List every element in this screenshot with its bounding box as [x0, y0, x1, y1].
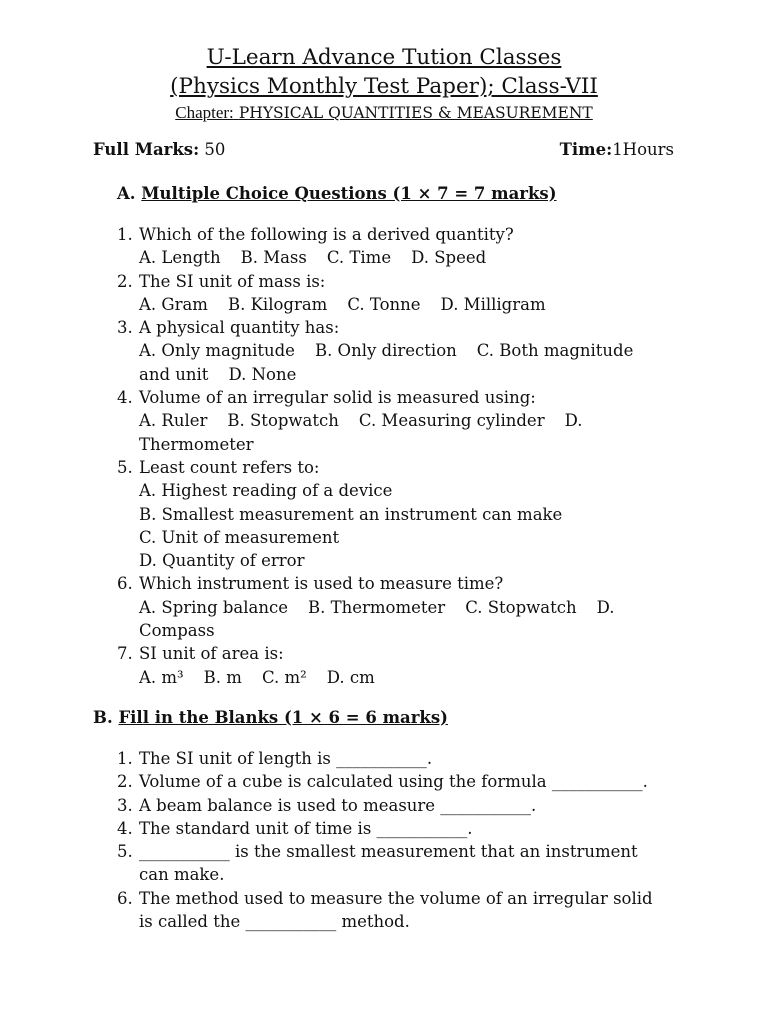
question-number: 4. [117, 818, 133, 838]
fill-blank-question [117, 817, 653, 840]
question-text: The SI unit of mass is: [139, 271, 326, 291]
option-line [139, 409, 633, 432]
answer-option: A. Ruler [139, 411, 208, 431]
option-line [139, 596, 633, 619]
answer-option: A. Only magnitude [139, 341, 295, 361]
mcq-question [117, 316, 633, 386]
question-number: 3. [117, 795, 133, 815]
question-number: 7. [117, 644, 133, 664]
mcq-question [117, 270, 633, 317]
time-allowed [560, 139, 674, 161]
option-line [139, 363, 633, 386]
fill-blank-question [117, 794, 653, 817]
question-number: 6. [117, 574, 133, 594]
answer-option: C. m² [261, 667, 307, 687]
answer-option: C. Tonne [347, 294, 421, 314]
mcq-question [117, 456, 633, 572]
fill-blank-question [117, 887, 653, 934]
option-line [139, 549, 633, 572]
question-number: 1. [117, 749, 133, 768]
time-label: Time: [559, 140, 613, 159]
fill-blanks-list [117, 747, 653, 933]
chapter-label: Chapter: [175, 103, 234, 122]
question-text: A physical quantity has: [139, 318, 340, 338]
answer-option: A. Length [139, 248, 221, 268]
answer-option: D. cm [326, 667, 375, 687]
answer-option: D. None [228, 364, 297, 384]
question-number: 1. [117, 225, 133, 244]
answer-option: A. Highest reading of a device [139, 481, 393, 501]
mcq-question [117, 572, 633, 642]
time-value: 1Hours [612, 140, 674, 159]
section-b-letter: B. [93, 708, 113, 727]
answer-option: B. Smallest measurement an instrument can make [139, 504, 563, 524]
full-marks-value: 50 [204, 140, 226, 159]
answer-option: and unit [139, 364, 209, 384]
full-marks-label: Full Marks: [93, 140, 200, 159]
answer-option: C. Stopwatch [465, 597, 577, 617]
answer-option: B. Stopwatch [227, 411, 339, 431]
fill-blank-question [117, 840, 653, 887]
answer-option: D. Milligram [440, 294, 546, 314]
question-number: 3. [117, 318, 133, 338]
option-line [139, 619, 633, 642]
answer-option: A. m³ [139, 667, 184, 687]
answer-option: Thermometer [139, 434, 254, 454]
question-text: Which instrument is used to measure time? [139, 574, 504, 594]
answer-option: Compass [139, 621, 215, 641]
question-text: SI unit of area is: [139, 644, 284, 664]
question-number: 6. [117, 888, 133, 908]
answer-option: B. Thermometer [308, 597, 446, 617]
paper-subtitle: (Physics Monthly Test Paper); Class-VII [170, 74, 598, 99]
mcq-question [117, 223, 633, 270]
section-a-letter: A. [117, 184, 136, 203]
mcq-question [117, 386, 633, 456]
question-text: The standard unit of time is ___________. [139, 818, 473, 838]
question-number: 4. [117, 388, 133, 408]
question-number: 5. [117, 457, 133, 477]
option-line [139, 503, 633, 526]
question-text: is called the ___________ method. [139, 912, 410, 932]
question-text: Which of the following is a derived quantity? [139, 225, 514, 244]
answer-option: C. Measuring cylinder [358, 411, 545, 431]
option-line [139, 293, 633, 316]
question-text: ___________ is the smallest measurement that an instrument [139, 842, 638, 862]
question-number: 2. [117, 772, 133, 792]
institute-title: U-Learn Advance Tution Classes [206, 45, 562, 70]
answer-option: B. Kilogram [227, 294, 328, 314]
answer-option: B. Mass [240, 248, 307, 268]
option-line [139, 433, 633, 456]
answer-option: A. Gram [139, 294, 208, 314]
answer-option: B. m [203, 667, 242, 687]
option-line [139, 526, 633, 549]
option-line [139, 666, 633, 689]
question-text: Volume of a cube is calculated using the formula ___________. [139, 772, 648, 792]
question-text: Volume of an irregular solid is measured using: [139, 388, 536, 408]
question-text: The method used to measure the volume of an irregular solid [139, 888, 653, 908]
option-line [139, 246, 633, 269]
full-marks [93, 139, 225, 161]
chapter-heading [0, 102, 768, 124]
mcq-question [117, 642, 633, 689]
option-line [139, 339, 633, 362]
fill-blank-question [117, 747, 653, 770]
answer-option: A. Spring balance [139, 597, 289, 617]
option-line [139, 479, 633, 502]
question-text: Least count refers to: [139, 457, 320, 477]
answer-option: D. [596, 597, 615, 617]
chapter-name: PHYSICAL QUANTITIES & MEASUREMENT [238, 104, 593, 122]
mcq-list [117, 223, 633, 689]
answer-option: C. Time [326, 248, 392, 268]
question-number: 5. [117, 842, 133, 862]
question-text: A beam balance is used to measure ___________. [139, 795, 537, 815]
section-b-title: Fill in the Blanks (1 × 6 = 6 marks) [118, 708, 448, 727]
answer-option: D. Quantity of error [139, 551, 305, 571]
section-b-heading [93, 707, 448, 729]
section-a-title: Multiple Choice Questions (1 × 7 = 7 marks) [141, 184, 557, 203]
fill-blank-question [117, 770, 653, 793]
section-a-heading [117, 183, 557, 205]
answer-option: D. [564, 411, 583, 431]
answer-option: B. Only direction [314, 341, 457, 361]
question-text: The SI unit of length is ___________. [139, 749, 433, 768]
answer-option: C. Unit of measurement [139, 527, 340, 547]
answer-option: D. Speed [411, 248, 487, 268]
answer-option: C. Both magnitude [476, 341, 634, 361]
question-text: can make. [139, 865, 225, 885]
question-number: 2. [117, 271, 133, 291]
